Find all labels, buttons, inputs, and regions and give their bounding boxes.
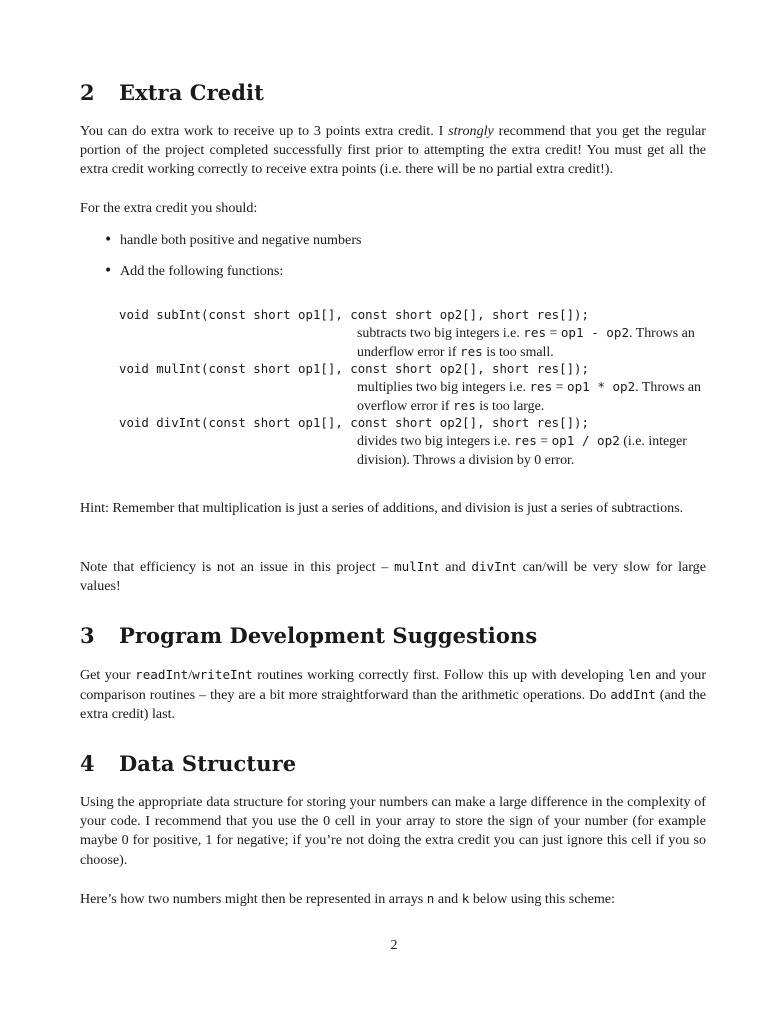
text-run: Here’s how two numbers might then be represented in arrays (80, 891, 427, 907)
text-run: subtracts two big integers i.e. (357, 326, 524, 341)
section-title: Data Structure (119, 751, 297, 776)
code-text: k (461, 891, 470, 906)
text-run: divides two big integers i.e. (357, 434, 515, 449)
text-run: below using this scheme: (469, 891, 615, 907)
text-run: and (434, 891, 462, 907)
code-text: res (523, 325, 547, 340)
code-text: op1 - op2 (560, 325, 630, 340)
representation-intro (80, 889, 615, 909)
code-text: res (514, 433, 537, 448)
bullet-item: handle both positive and negative numbers (120, 232, 362, 248)
hint-paragraph: Hint: Remember that multiplication is just a series of additions, and division is just a series of subtractions. (80, 500, 684, 516)
text-run: can/will be very slow for large values! (80, 559, 706, 595)
text-run: / (188, 667, 193, 683)
function-signature: void mulInt(const short op1[], const short op2[], short res[]); (119, 361, 589, 376)
text-run: multiplies two big integers i.e. (357, 380, 530, 395)
efficiency-note (80, 557, 706, 596)
page-number: 2 (390, 938, 398, 953)
text-run: Get your (80, 667, 136, 683)
emphasis-text: strongly (448, 123, 494, 139)
code-text: mulInt (394, 559, 440, 574)
data-structure-paragraph: Using the appropriate data structure for storing your numbers can make a large difference in the complexity of your code. I recommend that you use the 0 cell in your array to store the sign of your number (for example maybe 0 for positive, 1 for negative; if you’re not doing the extra credit you can just ignore this cell if you so choose). (80, 794, 706, 868)
text-run: (and the extra credit) last. (80, 687, 706, 723)
bullet-dot: • (104, 263, 113, 279)
text-run: You can do extra work to receive up to 3 points extra credit. I (80, 123, 449, 139)
extra-credit-intro: For the extra credit you should: (80, 200, 258, 216)
text-run: is too large. (475, 399, 545, 414)
section-number: 3 (80, 623, 95, 648)
extra-credit-paragraph (80, 122, 706, 180)
section-4-heading (80, 751, 296, 776)
section-title: Program Development Suggestions (119, 623, 538, 648)
bullet-dot: • (104, 232, 113, 248)
code-text: op1 / op2 (551, 433, 620, 448)
text-run: is too small. (482, 345, 554, 360)
bullet-item: Add the following functions: (120, 263, 284, 279)
code-text: addInt (610, 687, 656, 703)
text-run: routines working correctly first. Follow this up with developing (252, 667, 629, 683)
text-run: Note that efficiency is not an issue in this project – (80, 559, 395, 575)
development-paragraph (80, 665, 706, 725)
code-text: divInt (471, 559, 517, 574)
function-signature: void divInt(const short op1[], const short op2[], short res[]); (119, 415, 589, 430)
section-3-heading (80, 623, 537, 648)
function-description (357, 378, 729, 416)
text-run: recommend that you get the regular portion of the project completed successfully first prior to attempting the extra credit! You must get all the extra credit working correctly to receive extra points (i.e. there will be no partial extra credit!). (80, 123, 706, 178)
text-run: = (552, 380, 567, 395)
code-text: readInt (135, 667, 189, 682)
text-run: and your comparison routines – they are a bit more straightforward than the arithmetic operations. Do (80, 667, 707, 704)
code-text: res (529, 379, 553, 394)
function-description (357, 432, 729, 470)
code-text: writeInt (192, 667, 253, 682)
text-run: (i.e. integer division). Throws a division by 0 error. (357, 434, 687, 468)
text-run: . Throws an overflow error if (357, 380, 701, 414)
code-text: res (459, 344, 483, 359)
function-description (357, 324, 729, 362)
function-signature: void subInt(const short op1[], const short op2[], short res[]); (119, 307, 589, 322)
code-text: res (453, 398, 476, 413)
section-number: 2 (80, 80, 95, 105)
section-number: 4 (80, 751, 95, 776)
text-run: and (439, 559, 472, 575)
code-text: len (628, 667, 651, 682)
code-text: n (426, 891, 435, 906)
text-run: = (546, 326, 561, 341)
section-2-heading (80, 80, 264, 105)
text-run: . Throws an underflow error if (357, 326, 695, 360)
text-run: = (536, 434, 552, 449)
code-text: op1 * op2 (566, 379, 636, 394)
section-title: Extra Credit (119, 80, 264, 105)
